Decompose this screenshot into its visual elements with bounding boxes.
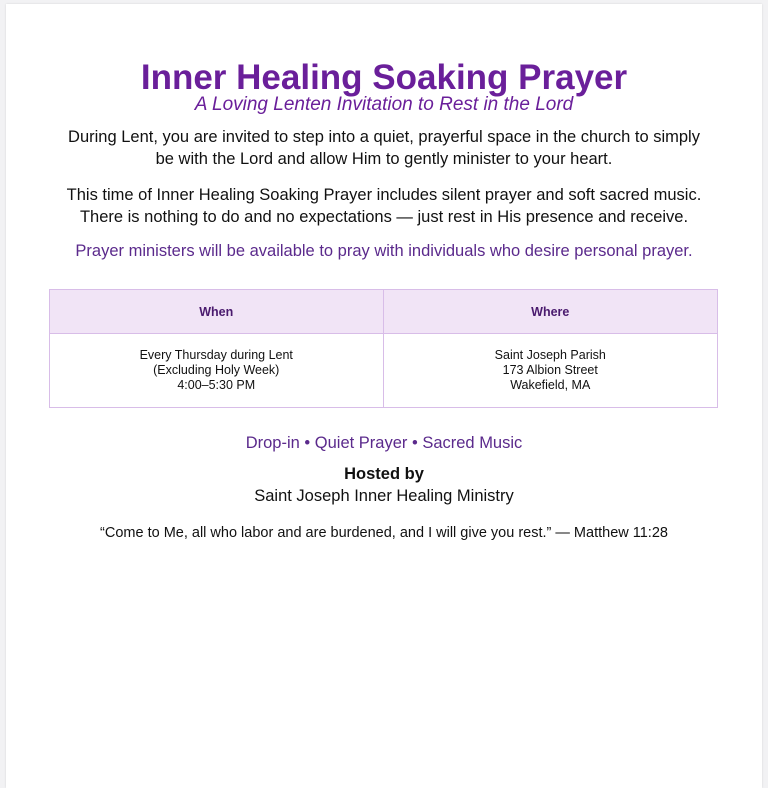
page-title: Inner Healing Soaking Prayer [140, 58, 628, 97]
prayer-ministers-note: Prayer ministers will be available to pray with individuals who desire personal prayer. [75, 242, 693, 260]
description-line-2: There is nothing to do and no expectations — just rest in His presence and receive. [79, 208, 689, 226]
when-line: (Excluding Holy Week) [153, 363, 280, 377]
scripture-quote: “Come to Me, all who labor and are burdened, and I will give you rest.” — Matthew 11:28 [100, 525, 668, 541]
where-cell [384, 334, 718, 407]
when-cell [50, 334, 384, 407]
intro-line-1: During Lent, you are invited to step into a quiet, prayerful space in the church to simply [68, 128, 700, 146]
intro-paragraph [46, 126, 722, 170]
flyer-page [6, 4, 762, 788]
intro-line-2: be with the Lord and allow Him to gently minister to your heart. [155, 150, 613, 168]
where-header: Where [384, 290, 718, 334]
hosted-by-label: Hosted by [344, 465, 424, 483]
description-paragraph [46, 184, 722, 228]
where-line: 173 Albion Street [502, 363, 598, 377]
description-line-1: This time of Inner Healing Soaking Prayer includes silent prayer and soft sacred music. [66, 186, 702, 204]
tagline: Drop-in • Quiet Prayer • Sacred Music [245, 434, 523, 452]
when-header: When [50, 290, 384, 334]
where-line: Wakefield, MA [510, 378, 591, 392]
when-line: Every Thursday during Lent [139, 348, 293, 362]
when-line: 4:00–5:30 PM [177, 378, 256, 392]
host-ministry-name: Saint Joseph Inner Healing Ministry [254, 487, 514, 505]
page-subtitle: A Loving Lenten Invitation to Rest in the Lord [194, 94, 574, 115]
event-details-table [49, 289, 718, 408]
where-line: Saint Joseph Parish [494, 348, 606, 362]
